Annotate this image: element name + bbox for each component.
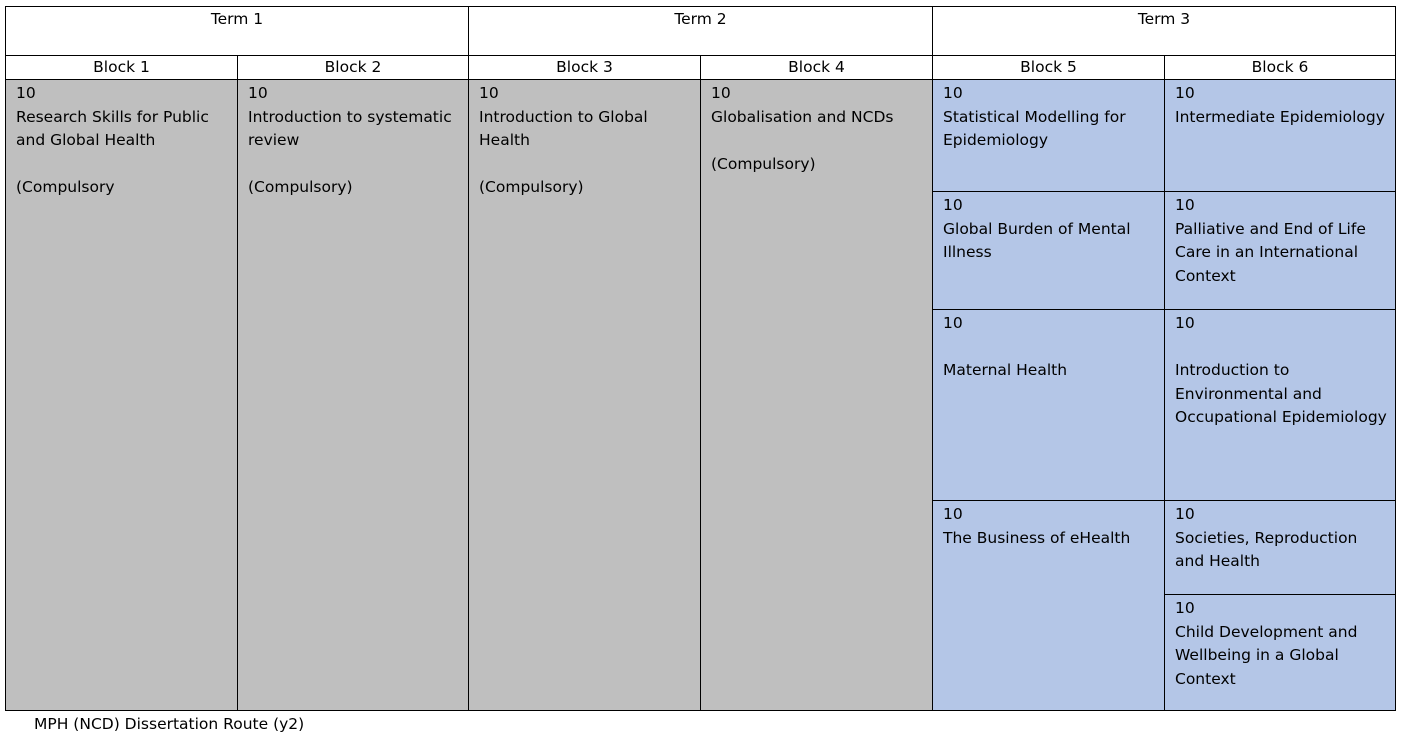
term-header-2: Term 2	[468, 6, 933, 56]
block-header-3: Block 3	[468, 55, 701, 80]
timetable-grid	[5, 6, 1396, 711]
module-credits: 10	[1175, 84, 1195, 102]
module-cell-block5-4	[932, 500, 1165, 711]
module-title: Child Development and Wellbeing in a Global Context	[1175, 622, 1358, 688]
block-header-4: Block 4	[700, 55, 933, 80]
module-credits: 10	[1175, 599, 1195, 617]
module-credits: 10	[943, 196, 963, 214]
module-credits: 10	[16, 84, 36, 102]
module-title: Intermediate Epidemiology	[1175, 107, 1385, 126]
module-cell-block2	[237, 79, 469, 711]
module-cell-block6-3	[1164, 309, 1396, 501]
module-title: Statistical Modelling for Epidemiology	[943, 107, 1126, 149]
module-note: (Compulsory	[16, 178, 115, 196]
module-credits: 10	[1175, 505, 1195, 523]
module-cell-block4	[700, 79, 933, 711]
module-credits: 10	[479, 84, 499, 102]
block-header-5: Block 5	[932, 55, 1165, 80]
module-note: (Compulsory)	[248, 178, 353, 196]
block-header-2: Block 2	[237, 55, 469, 80]
module-title: The Business of eHealth	[943, 528, 1131, 547]
module-cell-block6-1	[1164, 79, 1396, 192]
module-title: Globalisation and NCDs	[711, 107, 894, 126]
module-cell-block6-2	[1164, 191, 1396, 310]
module-note: (Compulsory)	[711, 154, 816, 173]
module-cell-block3	[468, 79, 701, 711]
module-credits: 10	[943, 505, 963, 523]
module-title: Palliative and End of Life Care in an International Context	[1175, 219, 1366, 285]
module-cell-block6-4	[1164, 500, 1396, 595]
module-cell-block5-1	[932, 79, 1165, 192]
block-header-1: Block 1	[5, 55, 238, 80]
module-title: Research Skills for Public and Global Health	[16, 107, 209, 149]
block-header-6: Block 6	[1164, 55, 1396, 80]
module-title: Introduction to systematic review	[248, 107, 452, 149]
module-credits: 10	[1175, 196, 1195, 214]
module-credits: 10	[1175, 314, 1195, 332]
module-cell-block1	[5, 79, 238, 711]
module-cell-block6-5	[1164, 594, 1396, 711]
module-title: Societies, Reproduction and Health	[1175, 528, 1358, 570]
term-header-1: Term 1	[5, 6, 469, 56]
route-caption: MPH (NCD) Dissertation Route (y2)	[34, 715, 305, 733]
module-credits: 10	[248, 84, 268, 102]
module-cell-block5-2	[932, 191, 1165, 310]
module-title: Introduction to Global Health	[479, 107, 648, 149]
term-header-3: Term 3	[932, 6, 1396, 56]
module-note: (Compulsory)	[479, 178, 584, 196]
module-credits: 10	[943, 314, 963, 332]
module-cell-block5-3	[932, 309, 1165, 501]
module-title: Maternal Health	[943, 361, 1068, 379]
module-credits: 10	[711, 84, 731, 102]
module-title: Introduction to Environmental and Occupational Epidemiology	[1175, 361, 1387, 426]
module-credits: 10	[943, 84, 963, 102]
module-title: Global Burden of Mental Illness	[943, 219, 1131, 261]
